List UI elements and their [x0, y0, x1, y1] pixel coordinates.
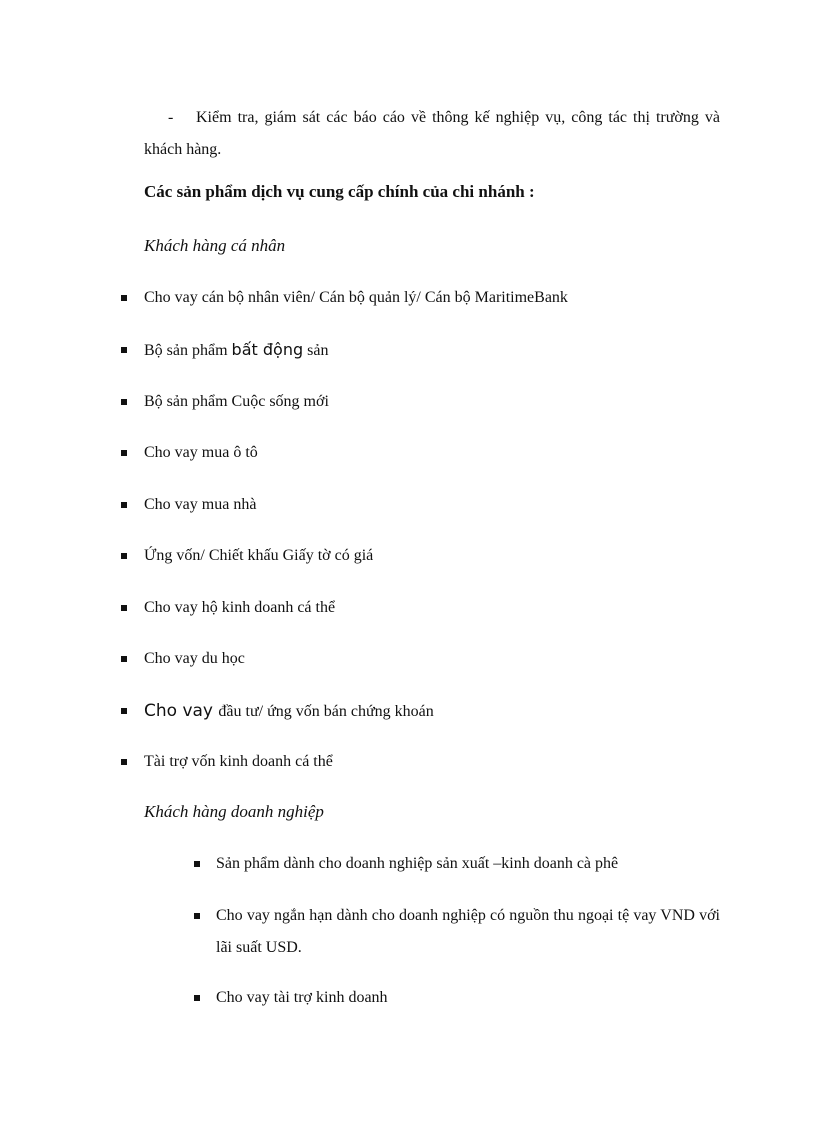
list-item-text: Cho vay ngắn hạn dành cho doanh nghiệp có nguồn thu ngoại tệ vay VND với lãi suất USD.	[216, 907, 720, 956]
dash-marker: -	[168, 109, 174, 126]
list-item-text: Cho vay mua ô tô	[144, 444, 258, 461]
list-item-text: Cho vay tài trợ kinh doanh	[216, 989, 388, 1006]
duties-paragraph	[144, 102, 720, 166]
list-item-text: Cho vay hộ kinh doanh cá thể	[144, 599, 336, 616]
products-heading: Các sản phẩm dịch vụ cung cấp chính của chi nhánh :	[144, 182, 535, 201]
bullet-square-icon	[121, 502, 127, 508]
bullet-square-icon	[194, 861, 200, 867]
bullet-square-icon	[121, 399, 127, 405]
bullet-square-icon	[121, 656, 127, 662]
bullet-square-icon	[121, 347, 127, 353]
list-item-text: Cho vay mua nhà	[144, 496, 257, 513]
bullet-square-icon	[121, 553, 127, 559]
list-item-text: Bộ sản phẩm Cuộc sống mới	[144, 393, 329, 410]
bullet-square-icon	[121, 450, 127, 456]
personal-customers-title: Khách hàng cá nhân	[144, 236, 286, 255]
list-item-text: Tài trợ vốn kinh doanh cá thể	[144, 753, 333, 770]
list-item-text: Bộ sản phẩm bất động sản	[144, 340, 329, 359]
bullet-square-icon	[121, 295, 127, 301]
duties-text: Kiểm tra, giám sát các báo cáo về thông kế nghiệp vụ, công tác thị trường và khách hàng.	[144, 109, 720, 158]
bullet-square-icon	[121, 759, 127, 765]
list-item-text: Cho vay du học	[144, 650, 245, 667]
bullet-square-icon	[121, 708, 127, 714]
list-item-text: Ứng vốn/ Chiết khấu Giấy tờ có giá	[144, 547, 374, 564]
enterprise-customers-title: Khách hàng doanh nghiệp	[144, 802, 324, 821]
list-item-text: Cho vay cán bộ nhân viên/ Cán bộ quản lý/ Cán bộ MaritimeBank	[144, 289, 568, 306]
bullet-square-icon	[121, 605, 127, 611]
list-item-text: Sản phẩm dành cho doanh nghiệp sản xuất –kinh doanh cà phê	[216, 855, 619, 872]
bullet-square-icon	[194, 913, 200, 919]
list-item-text: Cho vay đầu tư/ ứng vốn bán chứng khoán	[144, 701, 434, 721]
bullet-square-icon	[194, 995, 200, 1001]
